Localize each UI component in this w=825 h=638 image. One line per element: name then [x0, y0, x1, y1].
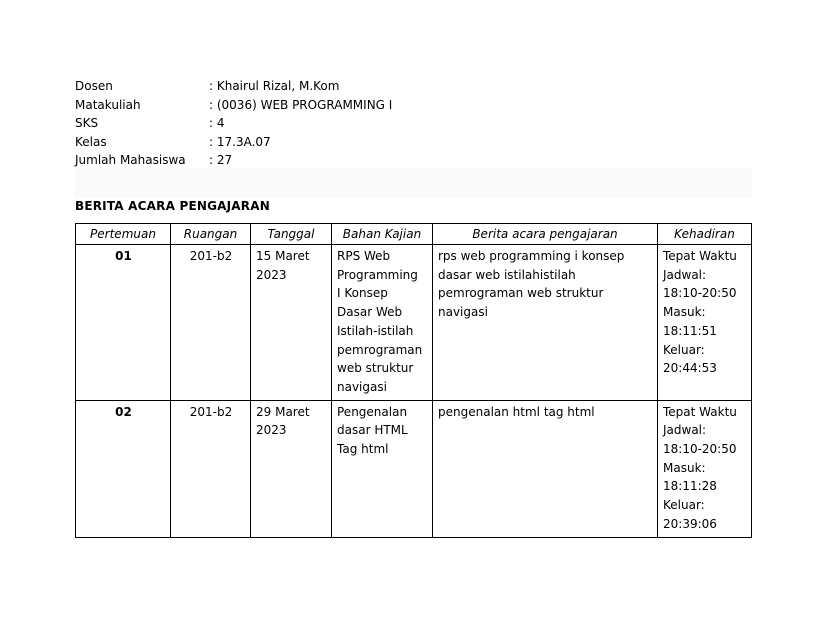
header-ruangan: Ruangan [171, 224, 251, 245]
cell-berita-acara [433, 245, 658, 401]
text-line: Tepat Waktu [663, 404, 737, 419]
text-line: 20:39:06 [663, 516, 717, 531]
section-band [75, 168, 752, 198]
info-row-kelas [75, 133, 392, 152]
text-line: 18:11:28 [663, 479, 717, 494]
text-line: 15 Maret [256, 249, 310, 263]
text-line: 18:10-20:50 [663, 286, 737, 301]
text-line: Istilah-istilah [337, 323, 414, 338]
text-line: Tag html [337, 442, 389, 457]
info-label: Matakuliah [75, 97, 141, 112]
info-label: SKS [75, 116, 99, 130]
text-line: Keluar: [663, 498, 705, 513]
text-line: pemrograman [337, 342, 423, 357]
cell-kehadiran [658, 245, 752, 401]
cell-berita-acara [433, 400, 658, 537]
table-row [76, 245, 752, 401]
text-line: Jadwal: [663, 267, 707, 282]
text-line: Keluar: [663, 342, 705, 357]
info-row-matakuliah [75, 96, 392, 115]
cell-bahan-kajian [332, 245, 433, 401]
text-line: 2023 [256, 267, 287, 282]
cell-ruangan: 201-b2 [171, 400, 251, 537]
text-line: RPS Web [337, 249, 391, 263]
text-line: 18:10-20:50 [663, 442, 737, 457]
text-line: 20:44:53 [663, 361, 717, 376]
text-line: web struktur [337, 361, 414, 376]
text-line: navigasi [337, 379, 387, 394]
text-line: Dasar Web [337, 305, 403, 320]
info-value: : (0036) WEB PROGRAMMING I [209, 97, 393, 112]
text-line: Programming [337, 267, 418, 282]
cell-tanggal [251, 245, 332, 401]
cell-ruangan: 201-b2 [171, 245, 251, 401]
text-line: Masuk: [663, 305, 706, 320]
table-header-row [76, 224, 752, 245]
text-line: navigasi [438, 305, 488, 320]
text-line: I Konsep [337, 286, 388, 301]
info-value: : 4 [209, 116, 225, 130]
info-label: Dosen [75, 79, 113, 93]
info-value: : 17.3A.07 [209, 134, 271, 149]
text-line: Pengenalan [337, 404, 408, 419]
text-line: pengenalan html tag html [438, 404, 595, 419]
text-line: 18:11:51 [663, 323, 717, 338]
info-label: Kelas [75, 134, 107, 149]
cell-kehadiran [658, 400, 752, 537]
header-pertemuan: Pertemuan [76, 224, 171, 245]
text-line: dasar HTML [337, 423, 408, 438]
header-kehadiran: Kehadiran [658, 224, 752, 245]
text-line: pemrograman web struktur [438, 286, 604, 301]
info-label: Jumlah Mahasiswa [75, 153, 186, 167]
cell-pertemuan: 01 [76, 245, 171, 401]
teaching-record-table [75, 223, 752, 538]
cell-bahan-kajian [332, 400, 433, 537]
info-row-sks [75, 114, 392, 133]
text-line: Masuk: [663, 460, 706, 475]
text-line: Tepat Waktu [663, 249, 737, 263]
cell-tanggal [251, 400, 332, 537]
section-title: BERITA ACARA PENGAJARAN [75, 199, 270, 213]
course-info [75, 77, 392, 170]
text-line: 2023 [256, 423, 287, 438]
info-row-dosen [75, 77, 392, 96]
header-bahan-kajian: Bahan Kajian [332, 224, 433, 245]
text-line: dasar web istilahistilah [438, 267, 576, 282]
info-value: : 27 [209, 153, 233, 167]
cell-pertemuan: 02 [76, 400, 171, 537]
info-value: : Khairul Rizal, M.Kom [209, 79, 340, 93]
info-row-jumlah-mahasiswa [75, 151, 392, 170]
text-line: 29 Maret [256, 404, 310, 419]
header-berita-acara: Berita acara pengajaran [433, 224, 658, 245]
text-line: Jadwal: [663, 423, 707, 438]
table-row [76, 400, 752, 537]
text-line: rps web programming i konsep [438, 249, 625, 263]
header-tanggal: Tanggal [251, 224, 332, 245]
